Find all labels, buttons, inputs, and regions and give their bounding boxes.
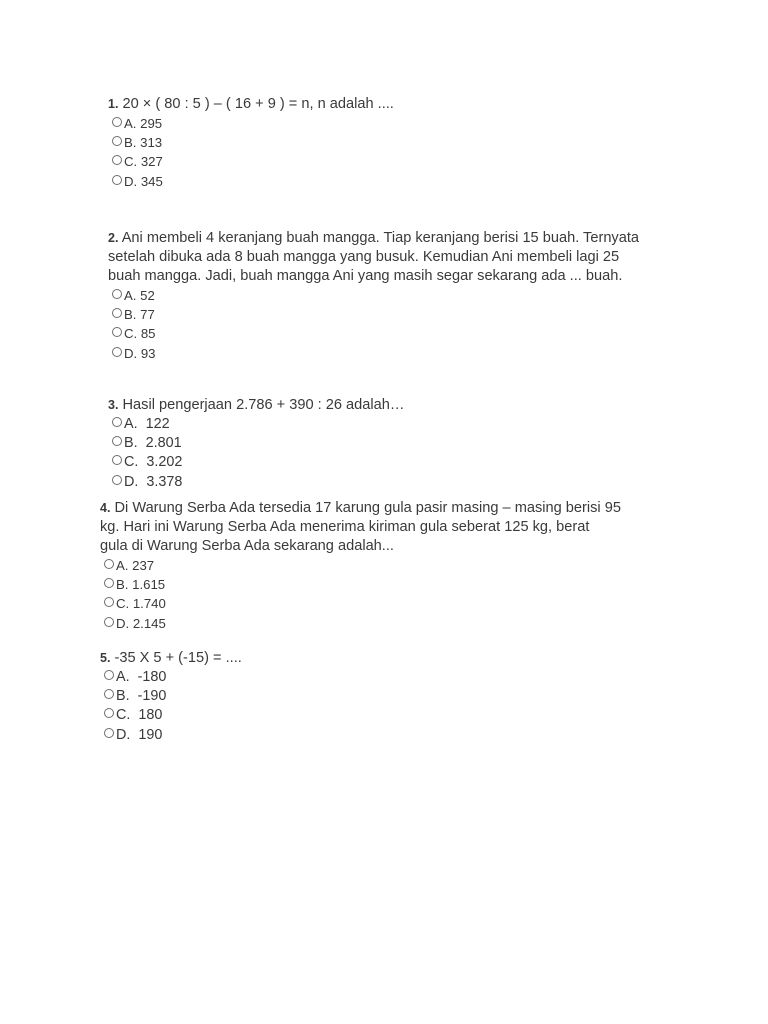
radio-icon[interactable] <box>104 617 114 627</box>
question-stem-line: kg. Hari ini Warung Serba Ada menerima kiriman gula seberat 125 kg, berat <box>100 519 590 535</box>
radio-icon[interactable] <box>104 728 114 738</box>
radio-icon[interactable] <box>104 597 114 607</box>
question-number: 3. <box>108 398 119 412</box>
radio-icon[interactable] <box>112 455 122 465</box>
option-a[interactable]: A. -180 <box>104 668 242 687</box>
radio-icon[interactable] <box>112 289 122 299</box>
radio-icon[interactable] <box>112 347 122 357</box>
question-stem: 5. -35 X 5 + (-15) = .... <box>100 650 242 666</box>
radio-icon[interactable] <box>112 136 122 146</box>
option-b[interactable]: B. 1.615 <box>104 575 621 594</box>
question-stem-line: gula di Warung Serba Ada sekarang adalah... <box>100 538 394 554</box>
question-5 <box>100 649 242 745</box>
radio-icon[interactable] <box>112 417 122 427</box>
radio-icon[interactable] <box>112 308 122 318</box>
option-a[interactable]: A. 122 <box>112 415 404 434</box>
radio-icon[interactable] <box>104 689 114 699</box>
question-number: 2. <box>108 231 119 245</box>
question-stem: 2. Ani membeli 4 keranjang buah mangga. Tiap keranjang berisi 15 buah. Ternyata <box>108 230 640 246</box>
option-d[interactable]: D. 2.145 <box>104 614 621 633</box>
option-d[interactable]: D. 93 <box>112 344 639 363</box>
radio-icon[interactable] <box>112 436 122 446</box>
option-d[interactable]: D. 3.378 <box>112 473 404 492</box>
option-b[interactable]: B. 313 <box>112 133 394 152</box>
question-2 <box>108 229 639 363</box>
radio-icon[interactable] <box>104 670 114 680</box>
radio-icon[interactable] <box>104 708 114 718</box>
question-stem: 4. Di Warung Serba Ada tersedia 17 karung gula pasir masing – masing berisi 95 <box>100 500 621 516</box>
option-c[interactable]: C. 327 <box>112 152 394 171</box>
radio-icon[interactable] <box>112 155 122 165</box>
question-4 <box>100 499 621 633</box>
option-c[interactable]: C. 85 <box>112 324 639 343</box>
question-stem: 1. 20 × ( 80 : 5 ) – ( 16 + 9 ) = n, n adalah .... <box>108 96 394 112</box>
radio-icon[interactable] <box>112 175 122 185</box>
question-number: 5. <box>100 651 111 665</box>
option-c[interactable]: C. 3.202 <box>112 453 404 472</box>
question-stem: 3. Hasil pengerjaan 2.786 + 390 : 26 adalah… <box>108 397 405 413</box>
option-b[interactable]: B. 2.801 <box>112 434 404 453</box>
question-stem-line: setelah dibuka ada 8 buah mangga yang busuk. Kemudian Ani membeli lagi 25 <box>108 249 620 265</box>
option-c[interactable]: C. 180 <box>104 706 242 725</box>
option-a[interactable]: A. 295 <box>112 114 394 133</box>
option-d[interactable]: D. 345 <box>112 172 394 191</box>
option-b[interactable]: B. 77 <box>112 305 639 324</box>
question-1 <box>108 95 394 191</box>
radio-icon[interactable] <box>112 327 122 337</box>
radio-icon[interactable] <box>104 578 114 588</box>
option-a[interactable]: A. 52 <box>112 286 639 305</box>
radio-icon[interactable] <box>104 559 114 569</box>
option-c[interactable]: C. 1.740 <box>104 594 621 613</box>
option-a[interactable]: A. 237 <box>104 556 621 575</box>
question-number: 1. <box>108 97 119 111</box>
option-b[interactable]: B. -190 <box>104 687 242 706</box>
option-d[interactable]: D. 190 <box>104 726 242 745</box>
radio-icon[interactable] <box>112 117 122 127</box>
question-stem-line: buah mangga. Jadi, buah mangga Ani yang masih segar sekarang ada ... buah. <box>108 268 623 284</box>
question-number: 4. <box>100 501 111 515</box>
question-3 <box>108 396 404 492</box>
radio-icon[interactable] <box>112 475 122 485</box>
